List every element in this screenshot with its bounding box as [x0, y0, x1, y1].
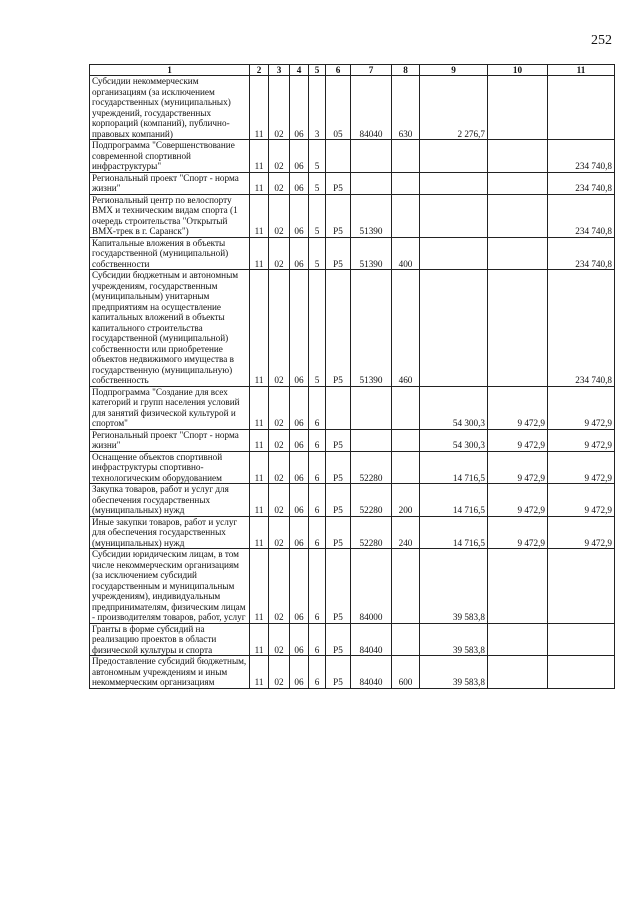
amount-cell-col11: 234 740,8 — [548, 172, 615, 194]
code-cell-col3: 02 — [269, 516, 290, 549]
amount-cell-col11: 9 472,9 — [548, 516, 615, 549]
code-cell-col4: 06 — [290, 194, 309, 237]
table-body — [90, 76, 615, 689]
code-cell-col4: 06 — [290, 549, 309, 624]
code-cell-col2: 11 — [250, 656, 269, 689]
column-header-5: 5 — [309, 65, 326, 76]
amount-cell-col11: 9 472,9 — [548, 484, 615, 517]
column-header-3: 3 — [269, 65, 290, 76]
amount-cell-col10: 9 472,9 — [488, 484, 548, 517]
code-cell-col2: 11 — [250, 549, 269, 624]
column-header-10: 10 — [488, 65, 548, 76]
amount-cell-col9: 54 300,3 — [420, 429, 488, 451]
amount-cell-col11: 9 472,9 — [548, 386, 615, 429]
row-name-cell: Региональный проект "Спорт - норма жизни" — [90, 172, 250, 194]
table-row — [90, 429, 615, 451]
code-cell-col6: P5 — [326, 656, 351, 689]
table-row — [90, 237, 615, 270]
code-cell-col3: 02 — [269, 451, 290, 484]
amount-cell-col11: 234 740,8 — [548, 270, 615, 387]
code-cell-col4: 06 — [290, 140, 309, 173]
code-cell-col4: 06 — [290, 76, 309, 140]
code-cell-col7: 51390 — [351, 237, 392, 270]
budget-table — [89, 64, 615, 689]
row-name-cell: Подпрограмма "Создание для всех категорий и групп населения условий для занятий физической культурой и спортом" — [90, 386, 250, 429]
column-header-2: 2 — [250, 65, 269, 76]
row-name-cell: Субсидии бюджетным и автономным учреждениям, государственным (муниципальным) унитарным предприятиям на осуществление капитальных вложений в объекты капитального строительства государственной (муниципальной) собственности или приобретение объектов недвижимого имущества в государственную (муниципальную) собственность — [90, 270, 250, 387]
row-name-cell: Региональный проект "Спорт - норма жизни" — [90, 429, 250, 451]
amount-cell-col9 — [420, 270, 488, 387]
page-number: 252 — [591, 33, 612, 48]
code-cell-col7 — [351, 386, 392, 429]
code-cell-col8: 400 — [392, 237, 420, 270]
code-cell-col8 — [392, 386, 420, 429]
row-name-cell: Иные закупки товаров, работ и услуг для обеспечения государственных (муниципальных) нужд — [90, 516, 250, 549]
code-cell-col2: 11 — [250, 484, 269, 517]
row-name-cell: Оснащение объектов спортивной инфраструктуры спортивно-технологическим оборудованием — [90, 451, 250, 484]
amount-cell-col9: 39 583,8 — [420, 549, 488, 624]
table-row — [90, 484, 615, 517]
table-row — [90, 549, 615, 624]
code-cell-col4: 06 — [290, 623, 309, 656]
table-row — [90, 623, 615, 656]
code-cell-col2: 11 — [250, 172, 269, 194]
row-name-cell: Подпрограмма "Совершенствование современной спортивной инфраструктуры" — [90, 140, 250, 173]
code-cell-col6: P5 — [326, 549, 351, 624]
code-cell-col7: 52280 — [351, 484, 392, 517]
amount-cell-col11 — [548, 656, 615, 689]
code-cell-col2: 11 — [250, 429, 269, 451]
amount-cell-col11 — [548, 549, 615, 624]
amount-cell-col11: 234 740,8 — [548, 237, 615, 270]
amount-cell-col9 — [420, 140, 488, 173]
row-name-cell: Предоставление субсидий бюджетным, автономным учреждениям и иным некоммерческим организациям — [90, 656, 250, 689]
code-cell-col3: 02 — [269, 172, 290, 194]
amount-cell-col9: 2 276,7 — [420, 76, 488, 140]
amount-cell-col11: 9 472,9 — [548, 451, 615, 484]
code-cell-col6: P5 — [326, 172, 351, 194]
code-cell-col8 — [392, 140, 420, 173]
code-cell-col7: 52280 — [351, 516, 392, 549]
code-cell-col6 — [326, 140, 351, 173]
code-cell-col8 — [392, 451, 420, 484]
code-cell-col3: 02 — [269, 549, 290, 624]
amount-cell-col10: 9 472,9 — [488, 516, 548, 549]
code-cell-col5: 6 — [309, 623, 326, 656]
code-cell-col6: P5 — [326, 623, 351, 656]
code-cell-col5: 5 — [309, 172, 326, 194]
amount-cell-col9 — [420, 172, 488, 194]
amount-cell-col11: 234 740,8 — [548, 194, 615, 237]
table-row — [90, 270, 615, 387]
table-row — [90, 386, 615, 429]
code-cell-col6: P5 — [326, 194, 351, 237]
amount-cell-col10: 9 472,9 — [488, 451, 548, 484]
code-cell-col7: 51390 — [351, 270, 392, 387]
code-cell-col5: 5 — [309, 194, 326, 237]
code-cell-col7: 84040 — [351, 656, 392, 689]
code-cell-col4: 06 — [290, 270, 309, 387]
table-row — [90, 516, 615, 549]
code-cell-col2: 11 — [250, 623, 269, 656]
code-cell-col7 — [351, 140, 392, 173]
code-cell-col7: 51390 — [351, 194, 392, 237]
code-cell-col3: 02 — [269, 484, 290, 517]
amount-cell-col9: 14 716,5 — [420, 451, 488, 484]
code-cell-col6: P5 — [326, 516, 351, 549]
code-cell-col7: 52280 — [351, 451, 392, 484]
code-cell-col6: P5 — [326, 237, 351, 270]
code-cell-col8 — [392, 194, 420, 237]
row-name-cell: Гранты в форме субсидий на реализацию проектов в области физической культуры и спорта — [90, 623, 250, 656]
amount-cell-col11: 234 740,8 — [548, 140, 615, 173]
code-cell-col3: 02 — [269, 429, 290, 451]
row-name-cell: Капитальные вложения в объекты государственной (муниципальной) собственности — [90, 237, 250, 270]
header-row — [90, 65, 615, 76]
code-cell-col8: 460 — [392, 270, 420, 387]
amount-cell-col9: 54 300,3 — [420, 386, 488, 429]
code-cell-col2: 11 — [250, 386, 269, 429]
code-cell-col4: 06 — [290, 237, 309, 270]
code-cell-col4: 06 — [290, 484, 309, 517]
code-cell-col8: 600 — [392, 656, 420, 689]
code-cell-col5: 5 — [309, 237, 326, 270]
column-header-4: 4 — [290, 65, 309, 76]
code-cell-col6 — [326, 386, 351, 429]
code-cell-col4: 06 — [290, 656, 309, 689]
amount-cell-col9 — [420, 194, 488, 237]
amount-cell-col10 — [488, 549, 548, 624]
code-cell-col3: 02 — [269, 386, 290, 429]
amount-cell-col10 — [488, 656, 548, 689]
amount-cell-col9: 14 716,5 — [420, 516, 488, 549]
code-cell-col4: 06 — [290, 172, 309, 194]
code-cell-col6: P5 — [326, 451, 351, 484]
code-cell-col4: 06 — [290, 516, 309, 549]
code-cell-col8 — [392, 429, 420, 451]
code-cell-col7 — [351, 172, 392, 194]
code-cell-col2: 11 — [250, 237, 269, 270]
table-row — [90, 194, 615, 237]
code-cell-col8: 200 — [392, 484, 420, 517]
code-cell-col4: 06 — [290, 386, 309, 429]
amount-cell-col10 — [488, 237, 548, 270]
code-cell-col3: 02 — [269, 656, 290, 689]
code-cell-col7: 84000 — [351, 549, 392, 624]
amount-cell-col11 — [548, 623, 615, 656]
code-cell-col3: 02 — [269, 76, 290, 140]
row-name-cell: Региональный центр по велоспорту ВМХ и техническим видам спорта (1 очередь строительства "Открытый ВМХ-трек в г. Саранск") — [90, 194, 250, 237]
amount-cell-col9: 39 583,8 — [420, 623, 488, 656]
code-cell-col2: 11 — [250, 516, 269, 549]
table-row — [90, 172, 615, 194]
code-cell-col2: 11 — [250, 140, 269, 173]
code-cell-col8 — [392, 623, 420, 656]
code-cell-col8: 630 — [392, 76, 420, 140]
column-header-9: 9 — [420, 65, 488, 76]
code-cell-col5: 6 — [309, 484, 326, 517]
code-cell-col2: 11 — [250, 451, 269, 484]
amount-cell-col10 — [488, 172, 548, 194]
amount-cell-col10 — [488, 140, 548, 173]
table-row — [90, 140, 615, 173]
code-cell-col5: 3 — [309, 76, 326, 140]
code-cell-col6: P5 — [326, 270, 351, 387]
code-cell-col3: 02 — [269, 623, 290, 656]
code-cell-col5: 6 — [309, 656, 326, 689]
amount-cell-col11 — [548, 76, 615, 140]
code-cell-col8: 240 — [392, 516, 420, 549]
code-cell-col5: 6 — [309, 549, 326, 624]
code-cell-col8 — [392, 172, 420, 194]
amount-cell-col10 — [488, 623, 548, 656]
table-row — [90, 76, 615, 140]
code-cell-col3: 02 — [269, 194, 290, 237]
code-cell-col4: 06 — [290, 451, 309, 484]
amount-cell-col9: 14 716,5 — [420, 484, 488, 517]
column-header-11: 11 — [548, 65, 615, 76]
amount-cell-col10 — [488, 270, 548, 387]
amount-cell-col10: 9 472,9 — [488, 386, 548, 429]
code-cell-col3: 02 — [269, 140, 290, 173]
table-row — [90, 656, 615, 689]
table-row — [90, 451, 615, 484]
code-cell-col5: 6 — [309, 386, 326, 429]
code-cell-col2: 11 — [250, 270, 269, 387]
column-header-8: 8 — [392, 65, 420, 76]
code-cell-col3: 02 — [269, 270, 290, 387]
code-cell-col2: 11 — [250, 194, 269, 237]
row-name-cell: Субсидии юридическим лицам, в том числе некоммерческим организациям (за исключением субсидий государственным и муниципальным учреждениям), индивидуальным предпринимателям, физическим лицам - производителям товаров, работ, услуг — [90, 549, 250, 624]
amount-cell-col10 — [488, 76, 548, 140]
code-cell-col4: 06 — [290, 429, 309, 451]
code-cell-col5: 6 — [309, 516, 326, 549]
code-cell-col7: 84040 — [351, 623, 392, 656]
row-name-cell: Закупка товаров, работ и услуг для обеспечения государственных (муниципальных) нужд — [90, 484, 250, 517]
code-cell-col7 — [351, 429, 392, 451]
column-header-1: 1 — [90, 65, 250, 76]
amount-cell-col9 — [420, 237, 488, 270]
column-header-6: 6 — [326, 65, 351, 76]
code-cell-col6: P5 — [326, 484, 351, 517]
amount-cell-col10: 9 472,9 — [488, 429, 548, 451]
code-cell-col6: 05 — [326, 76, 351, 140]
code-cell-col7: 84040 — [351, 76, 392, 140]
code-cell-col2: 11 — [250, 76, 269, 140]
code-cell-col8 — [392, 549, 420, 624]
amount-cell-col11: 9 472,9 — [548, 429, 615, 451]
row-name-cell: Субсидии некоммерческим организациям (за исключением государственных (муниципальных) учреждений, государственных корпораций (компаний), публично-правовых компаний) — [90, 76, 250, 140]
code-cell-col6: P5 — [326, 429, 351, 451]
code-cell-col5: 5 — [309, 140, 326, 173]
code-cell-col5: 5 — [309, 270, 326, 387]
code-cell-col5: 6 — [309, 429, 326, 451]
amount-cell-col9: 39 583,8 — [420, 656, 488, 689]
code-cell-col3: 02 — [269, 237, 290, 270]
amount-cell-col10 — [488, 194, 548, 237]
column-header-7: 7 — [351, 65, 392, 76]
code-cell-col5: 6 — [309, 451, 326, 484]
